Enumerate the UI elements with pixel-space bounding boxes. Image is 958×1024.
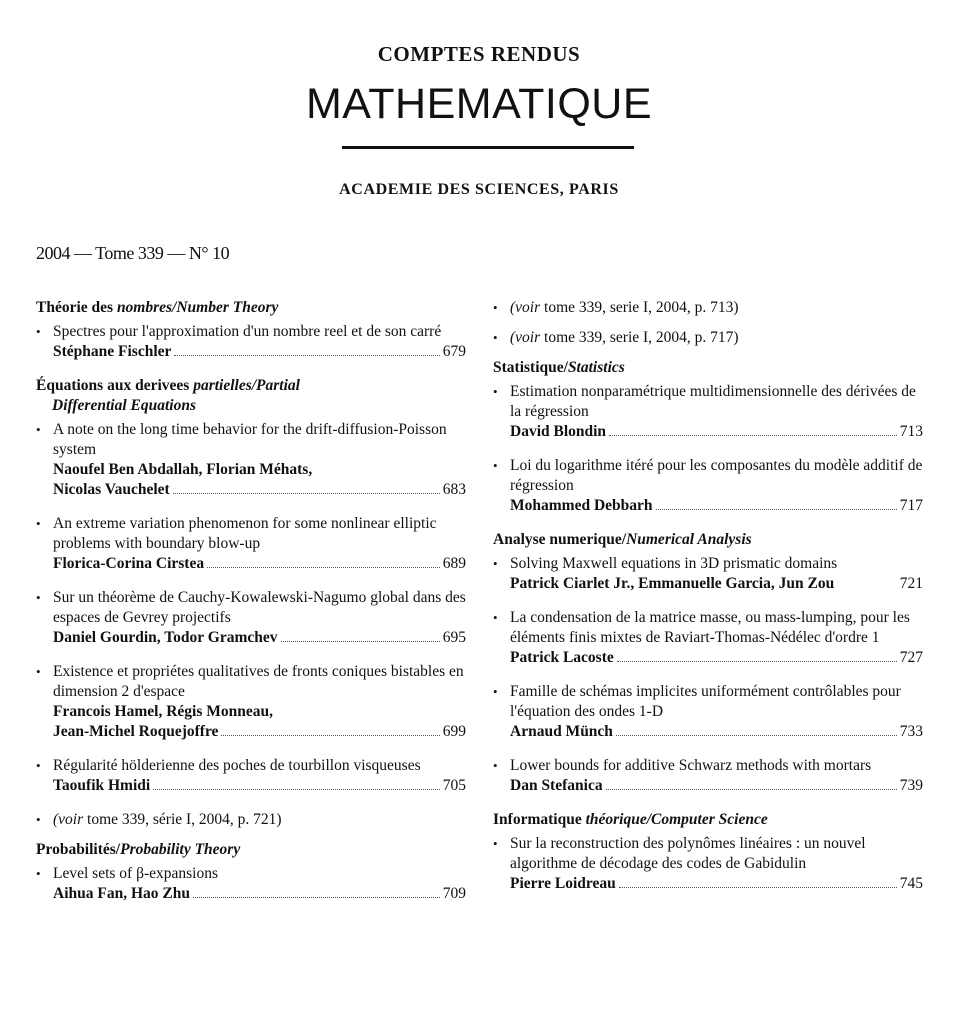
section-heading-plain: Analyse numerique/ — [493, 531, 627, 548]
bullet-icon: • — [36, 324, 41, 339]
toc-entry[interactable] — [493, 382, 923, 442]
toc-left-column — [36, 298, 466, 918]
page-number: 699 — [442, 723, 466, 740]
toc-right-column — [493, 298, 923, 908]
page-number: 689 — [442, 555, 466, 572]
toc-entry[interactable] — [36, 662, 466, 742]
section-heading — [493, 530, 923, 550]
article-title: Solving Maxwell equations in 3D prismatic domains — [510, 555, 838, 572]
dot-leader — [606, 788, 897, 790]
cross-reference-detail: tome 339, série I, 2004, p. 721) — [83, 811, 282, 828]
article-authors: Pierre Loidreau — [510, 875, 616, 892]
article-authors: Stéphane Fischler — [53, 343, 172, 360]
article-authors: Patrick Lacoste — [510, 649, 614, 666]
toc-entry[interactable] — [493, 456, 923, 516]
authors-page-row — [493, 776, 923, 796]
page-number: 739 — [899, 777, 923, 794]
page-number: 721 — [899, 575, 923, 592]
bullet-icon: • — [493, 458, 498, 473]
dot-leader — [619, 886, 897, 888]
article-title: Loi du logarithme itéré pour les composantes du modèle additif de régression — [510, 457, 923, 494]
section-heading-italic: nombres/Number Theory — [116, 299, 279, 316]
article-authors: Naoufel Ben Abdallah, Florian Méhats, — [53, 461, 313, 478]
bullet-icon: • — [36, 812, 41, 827]
article-authors: David Blondin — [510, 423, 607, 440]
article-authors: Arnaud Münch — [510, 723, 613, 740]
article-title: Régularité hölderienne des poches de tourbillon visqueuses — [53, 757, 421, 774]
article-title: Level sets of β-expansions — [53, 865, 218, 882]
toc-entry[interactable] — [36, 420, 466, 500]
page-number: 745 — [899, 875, 923, 892]
toc-entry[interactable] — [493, 756, 923, 796]
section-heading — [36, 376, 466, 416]
page-number: 717 — [899, 497, 923, 514]
article-authors: Francois Hamel, Régis Monneau, — [53, 703, 273, 720]
bullet-icon: • — [493, 384, 498, 399]
cross-reference-text — [493, 328, 923, 348]
bullet-icon: • — [493, 300, 498, 315]
cross-reference — [493, 298, 923, 318]
cross-reference-voir: (voir — [53, 811, 84, 828]
cross-reference — [36, 810, 466, 830]
toc-entry[interactable] — [493, 608, 923, 668]
bullet-icon: • — [493, 836, 498, 851]
authors-page-row — [493, 648, 923, 668]
bullet-icon: • — [36, 758, 41, 773]
section-heading — [493, 810, 923, 830]
section-heading-plain: Équations aux derivees — [36, 377, 194, 394]
cross-reference-text — [493, 298, 923, 318]
article-title: Estimation nonparamétrique multidimensionnelle des dérivées de la régression — [510, 383, 916, 420]
bullet-icon: • — [36, 866, 41, 881]
page-number: 679 — [442, 343, 466, 360]
bullet-icon: • — [493, 758, 498, 773]
toc-entry[interactable] — [36, 756, 466, 796]
authors-page-row — [493, 722, 923, 742]
section-heading-plain: Théorie des — [36, 299, 117, 316]
dot-leader — [153, 788, 440, 790]
title-rule — [342, 146, 634, 149]
page-number: 713 — [899, 423, 923, 440]
dot-leader — [207, 566, 440, 568]
section-heading-continued: Differential Equations — [52, 397, 196, 414]
article-title: Lower bounds for additive Schwarz methods with mortars — [510, 757, 872, 774]
article-authors: Daniel Gourdin, Todor Gramchev — [53, 629, 278, 646]
dot-leader — [656, 508, 897, 510]
page-number: 705 — [442, 777, 466, 794]
authors-page-row — [36, 776, 466, 796]
cross-reference-voir: (voir — [510, 299, 541, 316]
bullet-icon: • — [493, 330, 498, 345]
article-title: Spectres pour l'approximation d'un nombre reel et de son carré — [53, 323, 442, 340]
toc-entry[interactable] — [36, 514, 466, 574]
authors-page-row — [493, 496, 923, 516]
toc-entry[interactable] — [36, 322, 466, 362]
article-authors: Aihua Fan, Hao Zhu — [53, 885, 190, 902]
section-heading-italic: Numerical Analysis — [626, 531, 752, 548]
article-title: La condensation de la matrice masse, ou mass-lumping, pour les éléments finis mixtes de Raviart-Thomas-Nédélec d'ordre 1 — [510, 609, 910, 646]
toc-entry[interactable] — [36, 588, 466, 648]
bullet-icon: • — [36, 664, 41, 679]
dot-leader — [616, 734, 897, 736]
section-heading-italic: Statistics — [567, 359, 625, 376]
journal-title: MATHEMATIQUE — [305, 80, 652, 128]
article-authors: Patrick Ciarlet Jr., Emmanuelle Garcia, Jun Zou — [510, 575, 835, 592]
article-authors: Jean-Michel Roquejoffre — [53, 723, 219, 740]
article-authors: Mohammed Debbarh — [510, 497, 653, 514]
section-heading — [493, 358, 923, 378]
article-authors: Dan Stefanica — [510, 777, 603, 794]
authors-page-row — [36, 884, 466, 904]
authors-page-row — [493, 574, 923, 594]
dot-leader — [221, 734, 439, 736]
bullet-icon: • — [36, 422, 41, 437]
article-title: Famille de schémas implicites uniformément contrôlables pour l'équation des ondes 1-D — [510, 683, 901, 720]
cross-reference-voir: (voir — [510, 329, 541, 346]
cross-reference-text — [36, 810, 466, 830]
journal-subtitle: COMPTES RENDUS — [377, 42, 581, 66]
section-heading-italic: partielles/Partial — [193, 377, 300, 394]
section-heading — [36, 840, 466, 860]
bullet-icon: • — [36, 590, 41, 605]
dot-leader — [173, 492, 440, 494]
cross-reference — [493, 328, 923, 348]
section-heading-plain: Probabilités/ — [36, 841, 121, 858]
page-number: 727 — [899, 649, 923, 666]
dot-leader — [609, 434, 897, 436]
article-title: Sur un théorème de Cauchy-Kowalewski-Nagumo global dans des espaces de Gevrey projectifs — [53, 589, 466, 626]
bullet-icon: • — [36, 516, 41, 531]
dot-leader — [193, 896, 440, 898]
article-title: A note on the long time behavior for the drift-diffusion-Poisson system — [53, 421, 447, 458]
issue-line: 2004 — Tome 339 — N° 10 — [36, 243, 230, 263]
page-number: 695 — [442, 629, 466, 646]
authors-page-row — [493, 874, 923, 894]
dot-leader — [837, 587, 897, 588]
section-heading — [36, 298, 466, 318]
toc-entry[interactable] — [493, 682, 923, 742]
article-authors: Taoufik Hmidi — [53, 777, 151, 794]
page-number: 709 — [442, 885, 466, 902]
authors-page-row — [36, 554, 466, 574]
academy-name: ACADEMIE DES SCIENCES, PARIS — [339, 181, 619, 198]
section-heading-plain: Informatique — [493, 811, 586, 828]
authors-page-row — [36, 628, 466, 648]
article-authors: Nicolas Vauchelet — [53, 481, 170, 498]
authors-page-row — [493, 422, 923, 442]
article-title: Existence et propriétes qualitatives de fronts coniques bistables en dimension 2 d'espace — [53, 663, 464, 700]
bullet-icon: • — [493, 556, 498, 571]
page-number: 683 — [442, 481, 466, 498]
section-heading-italic: théorique/Computer Science — [585, 811, 768, 828]
page-number: 733 — [899, 723, 923, 740]
toc-entry[interactable] — [493, 834, 923, 894]
dot-leader — [281, 640, 440, 642]
section-heading-italic: Probability Theory — [120, 841, 241, 858]
toc-entry[interactable] — [493, 554, 923, 594]
authors-page-row — [36, 480, 466, 500]
dot-leader — [617, 660, 897, 662]
section-heading-plain: Statistique/ — [493, 359, 568, 376]
toc-entry[interactable] — [36, 864, 466, 904]
dot-leader — [174, 354, 439, 356]
article-authors: Florica-Corina Cirstea — [53, 555, 205, 572]
cross-reference-detail: tome 339, serie I, 2004, p. 713) — [540, 299, 739, 316]
article-title: An extreme variation phenomenon for some nonlinear elliptic problems with boundary blow-up — [53, 515, 437, 552]
bullet-icon: • — [493, 684, 498, 699]
authors-page-row — [36, 342, 466, 362]
cross-reference-detail: tome 339, serie I, 2004, p. 717) — [540, 329, 739, 346]
authors-page-row — [36, 722, 466, 742]
bullet-icon: • — [493, 610, 498, 625]
article-title: Sur la reconstruction des polynômes linéaires : un nouvel algorithme de décodage des codes de Gabidulin — [510, 835, 866, 872]
